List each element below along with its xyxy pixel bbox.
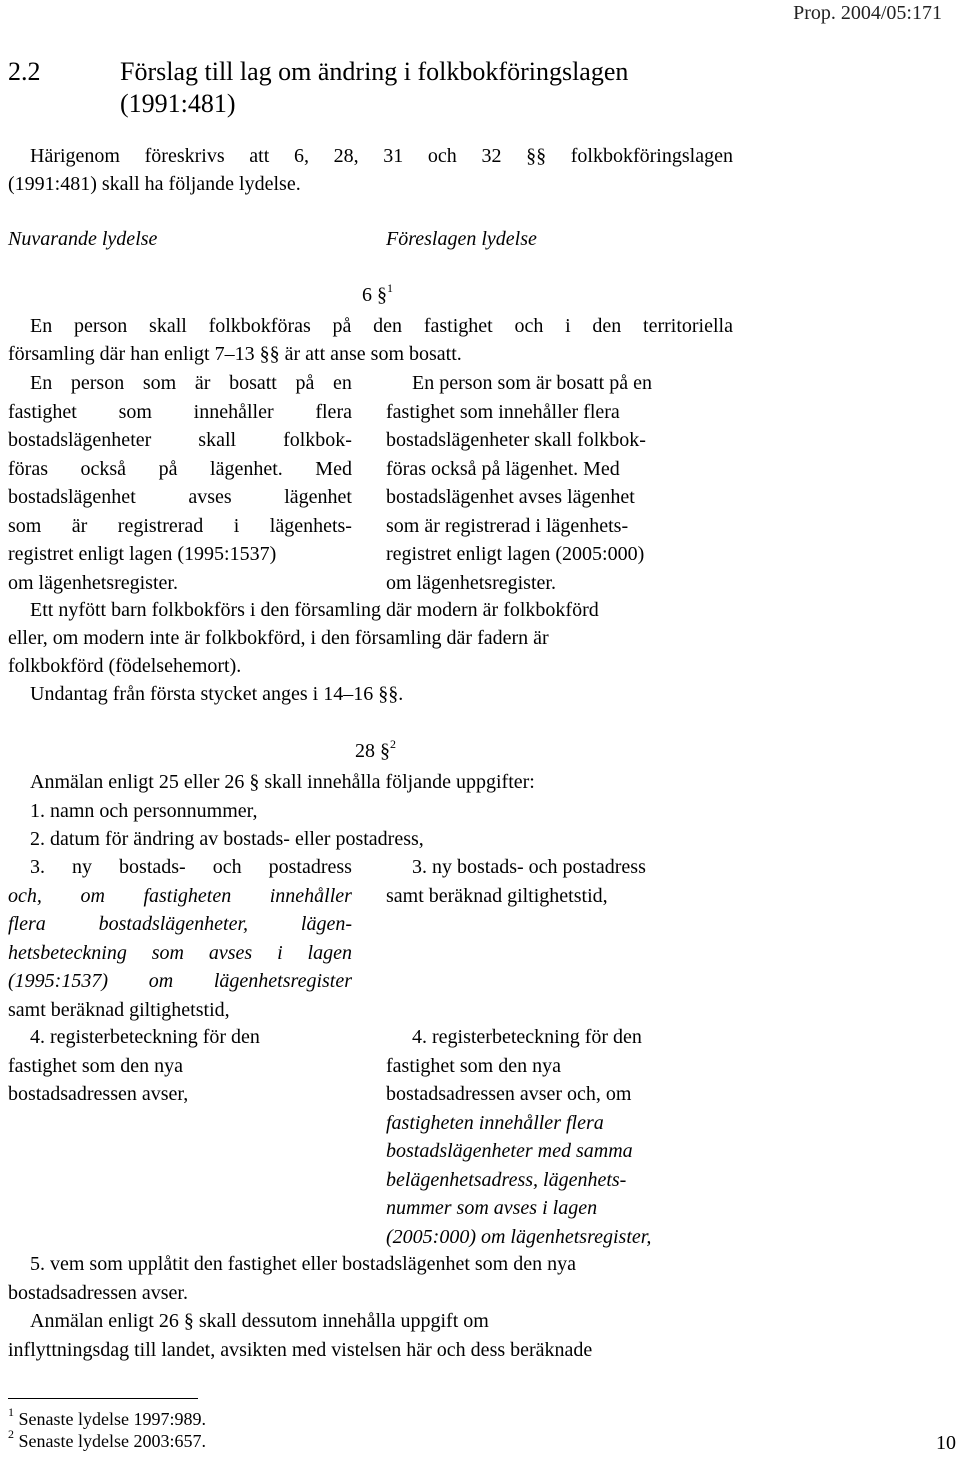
text-line: fastighet som innehåller flera (386, 400, 620, 423)
paragraph-6-third-stycke (8, 596, 733, 708)
text-word: som (8, 514, 42, 537)
text-word: om (148, 970, 174, 992)
text-word: fastighet (423, 315, 493, 337)
col-line (8, 853, 352, 882)
intro-word: att (249, 145, 270, 167)
section-heading-number: 2.2 (8, 57, 41, 86)
paragraph-mark: § (377, 284, 387, 306)
item-3-current-column (8, 853, 352, 1024)
text-line: föras också på lägenhet. Med (386, 457, 620, 480)
text-line: bostadsadressen avser. (8, 1281, 188, 1304)
text-word: hetsbeteckning (8, 941, 127, 964)
col-line (386, 369, 734, 398)
footnote-ref-2: 2 (390, 737, 396, 751)
col-line (8, 882, 352, 911)
text-word: i (277, 941, 283, 964)
footnote-ref-1: 1 (387, 281, 393, 295)
paragraph-mark: § (380, 740, 390, 762)
text-word: bostadslägenheter, (98, 913, 249, 935)
text-line: registret enligt lagen (1995:1537) (8, 543, 277, 565)
text-line: samt beräknad giltighetstid, (8, 998, 230, 1021)
text-line: fastigheten innehåller flera (386, 1111, 604, 1134)
column-heading-current: Nuvarande lydelse (8, 228, 158, 250)
text-word: bostadslägenheter (8, 429, 152, 451)
paragraph-6-title (362, 281, 393, 307)
col-line (386, 882, 734, 911)
text-line: bostadslägenhet avses lägenhet (386, 486, 635, 508)
col-line (8, 398, 352, 427)
paragraph-28-tail (8, 1250, 733, 1364)
text-line: Undantag från första stycket anges i 14–16 §§. (30, 683, 404, 705)
paragraph-6-current-column (8, 369, 352, 597)
section-heading-title-line2: (1991:481) (120, 89, 236, 118)
col-line (386, 1194, 734, 1223)
col-line (386, 1137, 734, 1166)
text-word: om (80, 884, 105, 907)
intro-line-2: (1991:481) skall ha följande lydelse. (8, 173, 301, 195)
text-word: person (73, 315, 128, 337)
col-line (386, 483, 734, 512)
col-line (8, 1023, 352, 1052)
col-line (8, 540, 352, 569)
item-4-current-column (8, 1023, 352, 1109)
text-word: 3. (30, 856, 45, 878)
text-line: eller, om modern inte är folkbokförd, i den församling där fadern är (8, 627, 549, 649)
intro-word: och (427, 145, 457, 167)
paragraph-6-first-stycke (8, 312, 733, 368)
text-line: bostadslägenheter med samma (386, 1140, 633, 1162)
col-line (8, 455, 352, 484)
text-word: lägenhets- (269, 514, 352, 537)
col-line (386, 1223, 734, 1252)
text-word: lägenhetsregister (213, 970, 352, 992)
text-line: Ett nyfött barn folkbokförs i den församling där modern är folkbokförd (30, 599, 599, 621)
text-word: på (332, 315, 352, 337)
section-heading (8, 56, 629, 118)
text-word: och, (8, 884, 42, 907)
text-word: bostads- (119, 856, 186, 878)
text-word: i (233, 514, 240, 537)
col-line (8, 483, 352, 512)
text-word: den (373, 315, 403, 337)
text-word: Med (315, 457, 352, 480)
text-word: på (158, 457, 178, 480)
text-line: 4. registerbeteckning för den (30, 1026, 260, 1048)
text-word: är (71, 514, 88, 537)
footnote-2 (8, 1427, 206, 1452)
text-line: folkbokförd (födelsehemort). (8, 655, 242, 677)
text-word: postadress (268, 856, 352, 878)
col-line (8, 910, 352, 939)
text-word: lägenhet (284, 486, 352, 508)
footnote-separator (8, 1398, 198, 1399)
col-line (8, 512, 352, 541)
paragraph-28-title (355, 737, 396, 763)
text-line: registret enligt lagen (2005:000) (386, 543, 645, 565)
text-word: skall (149, 315, 187, 337)
page-number: 10 (936, 1432, 956, 1454)
footnotes (8, 1405, 206, 1452)
text-word: registrerad (117, 514, 204, 537)
col-line (8, 1080, 352, 1109)
footnote-1 (8, 1405, 206, 1430)
text-line: inflyttningsdag till landet, avsikten med vistelsen här och dess beräknade (8, 1338, 593, 1361)
paragraph-6-proposed-column (386, 369, 734, 597)
text-word: lagen (307, 941, 352, 964)
text-line: fastighet som den nya (8, 1054, 183, 1077)
text-line: Anmälan enligt 26 § skall dessutom innehålla uppgift om (30, 1310, 489, 1332)
text-word: är (194, 372, 211, 394)
col-line (386, 1166, 734, 1195)
text-word: bostadslägenhet (8, 486, 136, 508)
text-line: belägenhetsadress, lägenhets- (386, 1168, 627, 1191)
list-item-1: 1. namn och personnummer, (30, 799, 258, 822)
text-word: flera (8, 913, 46, 935)
footnote-number: 1 (8, 1405, 14, 1419)
list-item-2: 2. datum för ändring av bostads- eller postadress, (30, 828, 424, 850)
text-line: om lägenhetsregister. (386, 571, 556, 594)
text-word: flera (315, 400, 352, 423)
text-word: som (151, 941, 184, 964)
text-word: bosatt (229, 372, 277, 394)
text-line: 4. registerbeteckning för den (412, 1026, 642, 1048)
text-word: innehåller (193, 400, 274, 423)
intro-text (8, 142, 733, 198)
text-line: som är registrerad i lägenhets- (386, 514, 629, 537)
text-word: också (80, 457, 127, 480)
text-word: folkbok- (283, 429, 352, 451)
col-line (386, 540, 734, 569)
intro-word: föreskrivs (144, 145, 225, 167)
text-word: En (30, 372, 53, 394)
text-word: avses (208, 941, 253, 964)
text-word: territoriella (643, 315, 733, 337)
text-word: ny (72, 856, 93, 878)
col-line (386, 569, 734, 598)
text-line: bostadsadressen avser, (8, 1083, 189, 1105)
footnote-text: Senaste lydelse 2003:657. (18, 1431, 206, 1451)
text-word: och (514, 315, 544, 337)
intro-word: Härigenom (30, 145, 120, 167)
col-line (386, 398, 734, 427)
text-word: och (212, 856, 242, 878)
paragraph-6-line-2: församling där han enligt 7–13 §§ är att anse som bosatt. (8, 343, 462, 365)
col-line (386, 1052, 734, 1081)
text-word: den (592, 315, 622, 337)
text-line: 3. ny bostads- och postadress (412, 856, 646, 878)
intro-word: folkbokföringslagen (570, 145, 733, 167)
text-word: som (142, 372, 177, 394)
text-line: om lägenhetsregister. (8, 571, 178, 594)
paragraph-28-intro (8, 768, 733, 854)
col-line (386, 853, 734, 882)
text-word: en (333, 372, 352, 394)
text-word: som (118, 400, 152, 423)
intro-line-1 (8, 142, 733, 170)
text-line: bostadsadressen avser och, om (386, 1083, 632, 1105)
paragraph-28-number: 28 (355, 740, 375, 762)
text-word: folkbokföras (208, 315, 311, 337)
section-heading-title: Förslag till lag om ändring i folkbokföringslagen (120, 57, 629, 86)
col-line (8, 426, 352, 455)
text-word: lägen- (300, 913, 352, 935)
col-line (8, 1052, 352, 1081)
footnote-text: Senaste lydelse 1997:989. (18, 1409, 206, 1429)
text-word: avses (188, 486, 232, 508)
text-word: fastigheten (143, 884, 232, 907)
intro-word: §§ (526, 145, 547, 167)
text-line: En person som är bosatt på en (412, 372, 652, 394)
text-line: (2005:000) om lägenhetsregister, (386, 1225, 652, 1248)
text-line: Anmälan enligt 25 eller 26 § skall innehålla följande uppgifter: (30, 771, 535, 793)
text-line: samt beräknad giltighetstid, (386, 884, 608, 907)
text-line: bostadslägenheter skall folkbok- (386, 429, 646, 451)
col-line (386, 455, 734, 484)
text-line: nummer som avses i lagen (386, 1197, 598, 1219)
text-word: innehåller (269, 884, 352, 907)
text-word: skall (198, 429, 237, 451)
intro-word: 31 (383, 145, 404, 167)
col-line (8, 569, 352, 598)
intro-word: 28, (333, 145, 359, 167)
col-line (8, 996, 352, 1025)
paragraph-6-number: 6 (362, 284, 372, 306)
col-line (8, 939, 352, 968)
text-word: föras (8, 457, 48, 480)
intro-word: 6, (293, 145, 309, 167)
col-line (386, 512, 734, 541)
col-line (386, 1023, 734, 1052)
intro-word: 32 (481, 145, 502, 167)
text-word: fastighet (8, 400, 77, 423)
text-word: i (565, 315, 571, 337)
paragraph-6-line-1 (8, 312, 733, 340)
text-word: person (70, 372, 125, 394)
item-4-proposed-column (386, 1023, 734, 1251)
text-word: En (30, 315, 53, 337)
col-line (8, 369, 352, 398)
text-word: på (295, 372, 315, 394)
col-line (386, 1080, 734, 1109)
footnote-number: 2 (8, 1427, 14, 1441)
text-word: lägenhet. (210, 457, 283, 480)
proposition-number: Prop. 2004/05:171 (793, 2, 942, 24)
column-heading-proposed: Föreslagen lydelse (386, 228, 537, 250)
text-word: (1995:1537) (8, 970, 108, 992)
col-line (386, 426, 734, 455)
text-line: fastighet som den nya (386, 1054, 561, 1077)
col-line (386, 1109, 734, 1138)
item-3-proposed-column (386, 853, 734, 910)
list-item-5: 5. vem som upplåtit den fastighet eller bostadslägenhet som den nya (30, 1253, 576, 1275)
col-line (8, 967, 352, 996)
